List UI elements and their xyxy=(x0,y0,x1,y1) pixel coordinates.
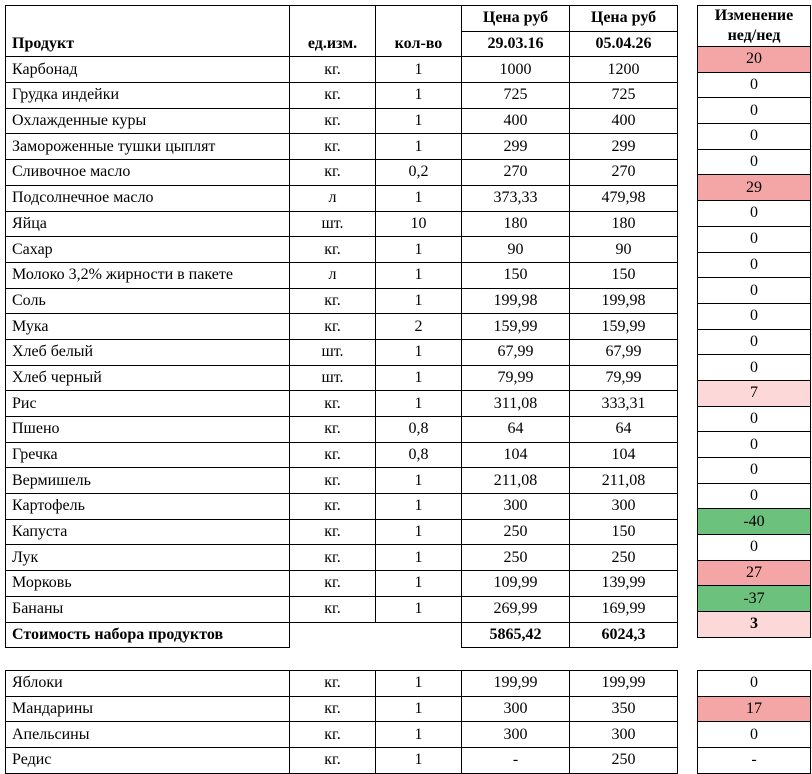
header-qty: кол-во xyxy=(376,6,462,57)
change-cell: 0 xyxy=(698,722,811,748)
qty-cell: 0,2 xyxy=(376,160,462,186)
price-1-cell: 90 xyxy=(462,237,570,263)
header-price-label-1: Цена руб xyxy=(462,6,570,32)
change-cell: 0 xyxy=(698,355,811,381)
unit-cell: кг. xyxy=(290,671,376,697)
price-1-cell: 725 xyxy=(462,83,570,109)
unit-cell: л xyxy=(290,185,376,211)
price-1-cell: 270 xyxy=(462,160,570,186)
unit-cell: шт. xyxy=(290,211,376,237)
unit-cell: кг. xyxy=(290,417,376,443)
change-row xyxy=(698,432,811,458)
change-row xyxy=(698,671,811,697)
unit-cell: кг. xyxy=(290,748,376,774)
total-price-2: 6024,3 xyxy=(570,622,678,648)
price-2-cell: 79,99 xyxy=(570,365,678,391)
price-1-cell: 299 xyxy=(462,134,570,160)
change-cell: 0 xyxy=(698,72,811,98)
price-1-cell: 64 xyxy=(462,417,570,443)
table-row xyxy=(6,671,678,697)
price-2-cell: 270 xyxy=(570,160,678,186)
empty-cell xyxy=(376,622,462,648)
qty-cell: 0,8 xyxy=(376,442,462,468)
qty-cell: 1 xyxy=(376,108,462,134)
product-name: Хлеб белый xyxy=(6,339,290,365)
table-row xyxy=(6,262,678,288)
price-2-cell: 725 xyxy=(570,83,678,109)
change-table xyxy=(697,5,811,638)
change-row xyxy=(698,201,811,227)
product-name: Яблоки xyxy=(6,671,290,697)
price-1-cell: 250 xyxy=(462,519,570,545)
unit-cell: шт. xyxy=(290,365,376,391)
change-cell: 7 xyxy=(698,380,811,406)
price-2-cell: 150 xyxy=(570,262,678,288)
change-row xyxy=(698,124,811,150)
price-1-cell: 400 xyxy=(462,108,570,134)
unit-cell: кг. xyxy=(290,108,376,134)
unit-cell: кг. xyxy=(290,442,376,468)
table-row xyxy=(6,696,678,722)
change-cell: 0 xyxy=(698,252,811,278)
table-row xyxy=(6,519,678,545)
change-cell: 0 xyxy=(698,98,811,124)
product-name: Картофель xyxy=(6,494,290,520)
change-cell: 0 xyxy=(698,226,811,252)
qty-cell: 1 xyxy=(376,237,462,263)
price-2-cell: 169,99 xyxy=(570,596,678,622)
price-1-cell: 104 xyxy=(462,442,570,468)
product-name: Лук xyxy=(6,545,290,571)
unit-cell: шт. xyxy=(290,339,376,365)
price-1-cell: 150 xyxy=(462,262,570,288)
change-cell: 20 xyxy=(698,47,811,73)
change-cell: 0 xyxy=(698,303,811,329)
change-cell: -40 xyxy=(698,509,811,535)
product-name: Молоко 3,2% жирности в пакете xyxy=(6,262,290,288)
change-cell: 17 xyxy=(698,696,811,722)
change-row xyxy=(698,535,811,561)
product-name: Хлеб черный xyxy=(6,365,290,391)
product-name: Охлажденные куры xyxy=(6,108,290,134)
unit-cell: кг. xyxy=(290,237,376,263)
qty-cell: 1 xyxy=(376,83,462,109)
change-row xyxy=(698,748,811,774)
table-row xyxy=(6,417,678,443)
qty-cell: 1 xyxy=(376,288,462,314)
change-row xyxy=(698,355,811,381)
price-1-cell: 180 xyxy=(462,211,570,237)
unit-cell: кг. xyxy=(290,596,376,622)
change-cell: 0 xyxy=(698,329,811,355)
change-cell: -37 xyxy=(698,586,811,612)
price-1-cell: 109,99 xyxy=(462,571,570,597)
qty-cell: 1 xyxy=(376,57,462,83)
unit-cell: кг. xyxy=(290,134,376,160)
change-row xyxy=(698,278,811,304)
price-2-cell: 250 xyxy=(570,748,678,774)
price-2-cell: 199,98 xyxy=(570,288,678,314)
qty-cell: 1 xyxy=(376,596,462,622)
table-row xyxy=(6,134,678,160)
price-1-cell: 211,08 xyxy=(462,468,570,494)
total-row xyxy=(6,622,678,648)
change-row xyxy=(698,329,811,355)
product-name: Мука xyxy=(6,314,290,340)
product-name: Сахар xyxy=(6,237,290,263)
price-1-cell: 199,99 xyxy=(462,671,570,697)
qty-cell: 2 xyxy=(376,314,462,340)
price-1-cell: 159,99 xyxy=(462,314,570,340)
table-row xyxy=(6,722,678,748)
price-2-cell: 479,98 xyxy=(570,185,678,211)
qty-cell: 1 xyxy=(376,748,462,774)
product-name: Бананы xyxy=(6,596,290,622)
product-name: Морковь xyxy=(6,571,290,597)
qty-cell: 0,8 xyxy=(376,417,462,443)
product-name: Редис xyxy=(6,748,290,774)
unit-cell: кг. xyxy=(290,696,376,722)
change-row xyxy=(698,47,811,73)
change-row xyxy=(698,72,811,98)
qty-cell: 1 xyxy=(376,185,462,211)
price-2-cell: 139,99 xyxy=(570,571,678,597)
header-price-date-1: 29.03.16 xyxy=(462,31,570,57)
price-2-cell: 333,31 xyxy=(570,391,678,417)
change-row xyxy=(698,149,811,175)
table-row xyxy=(6,185,678,211)
table-row xyxy=(6,545,678,571)
qty-cell: 1 xyxy=(376,391,462,417)
price-2-cell: 64 xyxy=(570,417,678,443)
price-1-cell: 300 xyxy=(462,696,570,722)
change-row xyxy=(698,226,811,252)
table-row xyxy=(6,339,678,365)
qty-cell: 10 xyxy=(376,211,462,237)
price-1-cell: 373,33 xyxy=(462,185,570,211)
change-cell: 0 xyxy=(698,149,811,175)
change-cell: 0 xyxy=(698,124,811,150)
unit-cell: кг. xyxy=(290,314,376,340)
qty-cell: 1 xyxy=(376,545,462,571)
table-row xyxy=(6,108,678,134)
unit-cell: кг. xyxy=(290,519,376,545)
price-2-cell: 350 xyxy=(570,696,678,722)
change-row xyxy=(698,586,811,612)
table-row xyxy=(6,237,678,263)
product-name: Апельсины xyxy=(6,722,290,748)
qty-cell: 1 xyxy=(376,519,462,545)
product-name: Капуста xyxy=(6,519,290,545)
product-name: Соль xyxy=(6,288,290,314)
change-cell: 0 xyxy=(698,406,811,432)
table-row xyxy=(6,596,678,622)
price-1-cell: 79,99 xyxy=(462,365,570,391)
change-row xyxy=(698,722,811,748)
qty-cell: 1 xyxy=(376,722,462,748)
price-2-cell: 211,08 xyxy=(570,468,678,494)
unit-cell: кг. xyxy=(290,571,376,597)
unit-cell: кг. xyxy=(290,545,376,571)
price-1-cell: 250 xyxy=(462,545,570,571)
change-row xyxy=(698,509,811,535)
price-2-cell: 1200 xyxy=(570,57,678,83)
unit-cell: кг. xyxy=(290,57,376,83)
product-name: Замороженные тушки цыплят xyxy=(6,134,290,160)
qty-cell: 1 xyxy=(376,339,462,365)
header-price-date-2: 05.04.26 xyxy=(570,31,678,57)
product-name: Подсолнечное масло xyxy=(6,185,290,211)
price-2-cell: 199,99 xyxy=(570,671,678,697)
empty-cell xyxy=(290,622,376,648)
table-row xyxy=(6,748,678,774)
unit-cell: кг. xyxy=(290,288,376,314)
product-name: Яйца xyxy=(6,211,290,237)
change-row xyxy=(698,696,811,722)
table-row xyxy=(6,571,678,597)
total-price-1: 5865,42 xyxy=(462,622,570,648)
price-1-cell: 199,98 xyxy=(462,288,570,314)
change-row xyxy=(698,560,811,586)
price-2-cell: 150 xyxy=(570,519,678,545)
change-cell: 0 xyxy=(698,432,811,458)
unit-cell: кг. xyxy=(290,468,376,494)
total-change-row xyxy=(698,612,811,638)
product-name: Гречка xyxy=(6,442,290,468)
qty-cell: 1 xyxy=(376,468,462,494)
table-row xyxy=(6,160,678,186)
price-2-cell: 90 xyxy=(570,237,678,263)
product-name: Вермишель xyxy=(6,468,290,494)
table-row xyxy=(6,83,678,109)
price-2-cell: 300 xyxy=(570,722,678,748)
unit-cell: кг. xyxy=(290,83,376,109)
price-2-cell: 250 xyxy=(570,545,678,571)
product-name: Мандарины xyxy=(6,696,290,722)
change-row xyxy=(698,483,811,509)
unit-cell: кг. xyxy=(290,494,376,520)
product-name: Карбонад xyxy=(6,57,290,83)
total-change: 3 xyxy=(698,612,811,638)
change-cell: 27 xyxy=(698,560,811,586)
header-unit: ед.изм. xyxy=(290,6,376,57)
unit-cell: кг. xyxy=(290,391,376,417)
change-row xyxy=(698,175,811,201)
product-name: Грудка индейки xyxy=(6,83,290,109)
price-2-cell: 300 xyxy=(570,494,678,520)
price-1-cell: 300 xyxy=(462,494,570,520)
extra-change-table xyxy=(697,670,811,774)
qty-cell: 1 xyxy=(376,365,462,391)
price-1-cell: 67,99 xyxy=(462,339,570,365)
table-row xyxy=(6,57,678,83)
header-change-line-2: нед/нед xyxy=(727,27,781,44)
unit-cell: кг. xyxy=(290,160,376,186)
price-2-cell: 159,99 xyxy=(570,314,678,340)
qty-cell: 1 xyxy=(376,571,462,597)
header-change-line-1: Изменение xyxy=(714,7,794,24)
price-1-cell: - xyxy=(462,748,570,774)
total-label: Стоимость набора продуктов xyxy=(6,622,290,648)
price-1-cell: 311,08 xyxy=(462,391,570,417)
table-row xyxy=(6,365,678,391)
change-cell: 0 xyxy=(698,535,811,561)
header-change xyxy=(698,6,811,47)
table-row xyxy=(6,211,678,237)
change-cell: 0 xyxy=(698,671,811,697)
price-1-cell: 1000 xyxy=(462,57,570,83)
product-name: Сливочное масло xyxy=(6,160,290,186)
unit-cell: л xyxy=(290,262,376,288)
price-2-cell: 299 xyxy=(570,134,678,160)
change-cell: 29 xyxy=(698,175,811,201)
change-cell: 0 xyxy=(698,278,811,304)
change-cell: 0 xyxy=(698,458,811,484)
change-row xyxy=(698,252,811,278)
qty-cell: 1 xyxy=(376,134,462,160)
header-product: Продукт xyxy=(6,6,290,57)
header-price-label-2: Цена руб xyxy=(570,6,678,32)
change-cell: 0 xyxy=(698,201,811,227)
change-row xyxy=(698,303,811,329)
change-row xyxy=(698,98,811,124)
table-row xyxy=(6,442,678,468)
price-table xyxy=(5,5,678,648)
header-row-top xyxy=(6,6,678,32)
change-row xyxy=(698,380,811,406)
table-row xyxy=(6,468,678,494)
qty-cell: 1 xyxy=(376,494,462,520)
extra-price-table xyxy=(5,670,678,774)
table-row xyxy=(6,494,678,520)
price-2-cell: 400 xyxy=(570,108,678,134)
table-row xyxy=(6,288,678,314)
qty-cell: 1 xyxy=(376,262,462,288)
change-row xyxy=(698,406,811,432)
price-2-cell: 67,99 xyxy=(570,339,678,365)
price-2-cell: 104 xyxy=(570,442,678,468)
qty-cell: 1 xyxy=(376,696,462,722)
change-cell: 0 xyxy=(698,483,811,509)
price-1-cell: 300 xyxy=(462,722,570,748)
product-name: Пшено xyxy=(6,417,290,443)
table-row xyxy=(6,391,678,417)
table-row xyxy=(6,314,678,340)
price-2-cell: 180 xyxy=(570,211,678,237)
product-name: Рис xyxy=(6,391,290,417)
change-row xyxy=(698,458,811,484)
price-1-cell: 269,99 xyxy=(462,596,570,622)
qty-cell: 1 xyxy=(376,671,462,697)
change-cell: - xyxy=(698,748,811,774)
unit-cell: кг. xyxy=(290,722,376,748)
